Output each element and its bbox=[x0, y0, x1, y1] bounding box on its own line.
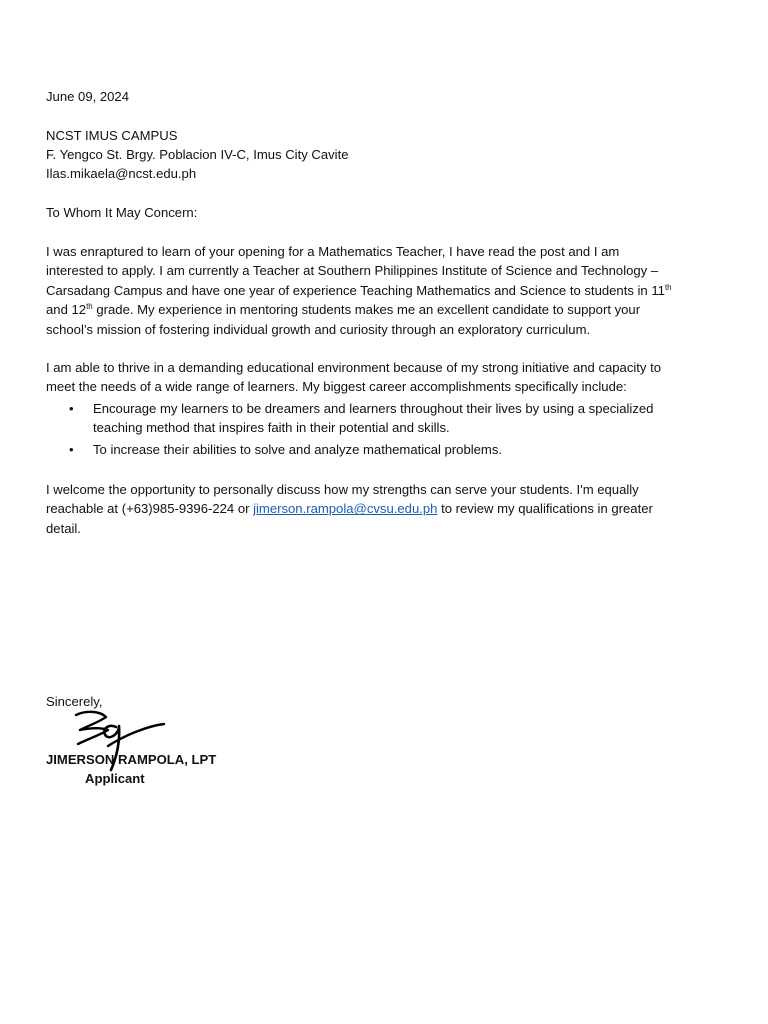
line-text: and 12 bbox=[46, 302, 87, 318]
line-text: grade. My experience in mentoring students makes me an excellent candidate to support your bbox=[92, 302, 641, 318]
closing: Sincerely, bbox=[46, 694, 103, 709]
salutation: To Whom It May Concern: bbox=[46, 205, 198, 220]
paragraph-line: I welcome the opportunity to personally discuss how my strengths can serve your students. I'm equally bbox=[46, 482, 639, 497]
paragraph-line: I was enraptured to learn of your opening for a Mathematics Teacher, I have read the post and I am bbox=[46, 244, 620, 259]
list-item-line: To increase their abilities to solve and analyze mathematical problems. bbox=[93, 441, 503, 457]
bullet-icon: • bbox=[69, 401, 74, 416]
signer-title: Applicant bbox=[85, 771, 145, 786]
paragraph-line: detail. bbox=[46, 520, 81, 536]
recipient-org: NCST IMUS CAMPUS bbox=[46, 128, 178, 143]
signer-name: JIMERSON RAMPOLA, LPT bbox=[46, 752, 217, 767]
line-text: to review my qualifications in greater bbox=[437, 501, 653, 517]
accomplishments-list bbox=[46, 399, 736, 461]
email-link[interactable]: jimerson.rampola@cvsu.edu.ph bbox=[253, 501, 438, 517]
handwritten-signature bbox=[70, 708, 170, 778]
recipient-email: Ilas.mikaela@ncst.edu.ph bbox=[46, 166, 197, 181]
list-item bbox=[46, 399, 736, 438]
paragraph-line bbox=[46, 281, 736, 300]
list-item bbox=[46, 440, 736, 459]
line-text: reachable at (+63)985-9396-224 or bbox=[46, 501, 254, 517]
paragraph-closing bbox=[46, 480, 736, 538]
superscript: th bbox=[664, 282, 672, 292]
line-text: Carsadang Campus and have one year of experience Teaching Mathematics and Science to students in 11 bbox=[46, 282, 665, 298]
superscript: th bbox=[86, 302, 93, 312]
paragraph-line: interested to apply. I am currently a Teacher at Southern Philippines Institute of Science and Technology – bbox=[46, 263, 659, 279]
recipient-address: F. Yengco St. Brgy. Poblacion IV-C, Imus City Cavite bbox=[46, 147, 349, 162]
list-item-line: Encourage my learners to be dreamers and learners throughout their lives by using a specialized bbox=[93, 401, 654, 416]
paragraph-intro bbox=[46, 242, 736, 339]
paragraph-line: meet the needs of a wide range of learners. My biggest career accomplishments specifically include: bbox=[46, 379, 627, 395]
paragraph-line bbox=[46, 300, 736, 319]
paragraph-line: I am able to thrive in a demanding educational environment because of my strong initiative and capacity to bbox=[46, 360, 662, 375]
paragraph-strengths bbox=[46, 358, 736, 397]
letter-date: June 09, 2024 bbox=[46, 89, 129, 104]
list-item-line: teaching method that inspires faith in their potential and skills. bbox=[93, 420, 450, 436]
bullet-icon: • bbox=[69, 441, 74, 457]
paragraph-line bbox=[46, 499, 736, 518]
paragraph-line: school’s mission of fostering individual growth and curiosity through an exploratory curriculum. bbox=[46, 321, 591, 337]
